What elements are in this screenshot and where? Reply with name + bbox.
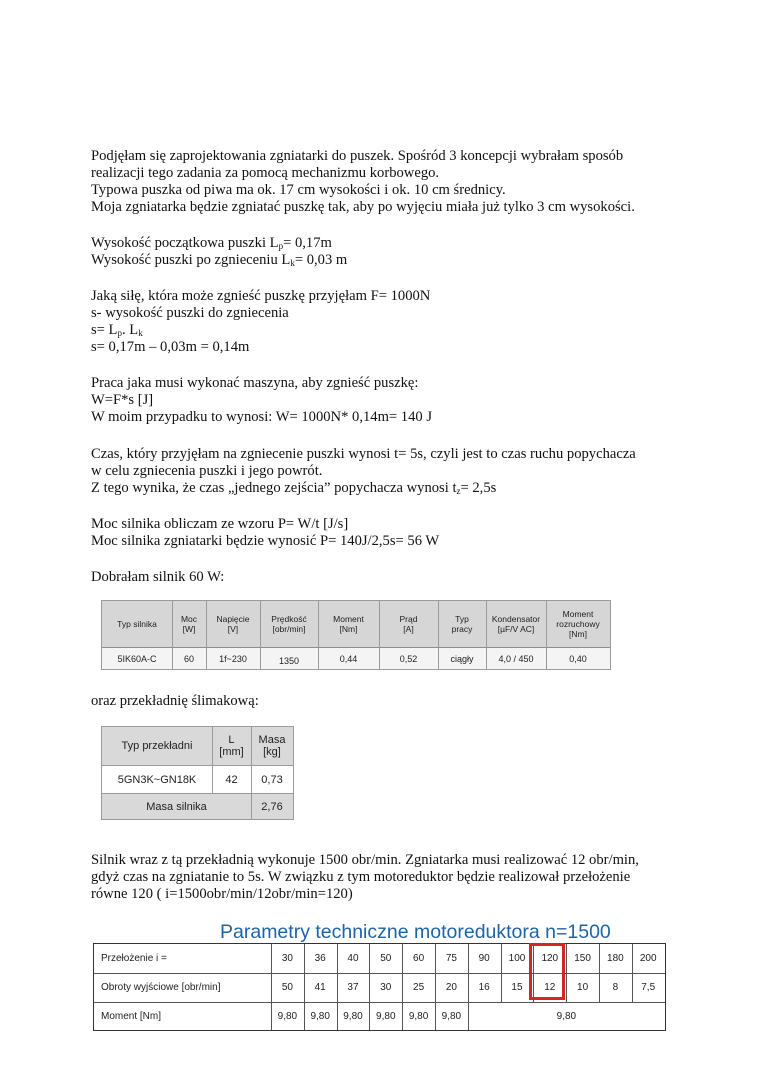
- ratio-cell: 90: [478, 953, 490, 964]
- output-speed-cell: 15: [511, 982, 523, 993]
- motor-header-duty: Typ pracy: [451, 614, 473, 634]
- stroke-result-line: s= 0,17m – 0,03m = 0,14m: [91, 339, 250, 355]
- output-speed-cell: 12: [544, 982, 556, 993]
- gear-header-length: L [mm]: [219, 734, 244, 758]
- motor-cell-starting-torque: 0,40: [569, 653, 587, 664]
- output-speed-cell: 25: [413, 982, 425, 993]
- ratio-cell: 50: [380, 953, 392, 964]
- torque-cell: 9,80: [343, 1010, 363, 1022]
- motor-header-starting-torque: Moment rozruchowy [Nm]: [556, 609, 600, 639]
- motor-header-capacitor: Kondensator [µF/V AC]: [491, 614, 541, 634]
- gear-header-mass: Masa [kg]: [258, 734, 286, 758]
- gear-table: [101, 726, 294, 820]
- torque-cell: 9,80: [376, 1010, 396, 1022]
- work-line-2: W=F*s [J]: [91, 392, 154, 408]
- work-line-3: W moim przypadku to wynosi: W= 1000N* 0,14m= 140 J: [91, 409, 433, 425]
- motor-cell-type: 5IK60A-C: [117, 653, 157, 664]
- ratio-cell: 120: [541, 953, 559, 964]
- power-line-2: Moc silnika zgniatarki będzie wynosić P= 140J/2,5s= 56 W: [91, 533, 440, 549]
- motor-cell-torque: 0,44: [339, 653, 358, 664]
- ratio-120-highlight: [529, 943, 565, 1000]
- motor-cell-capacitor: 4,0 / 450: [498, 653, 534, 664]
- motor-header-speed: Prędkość [obr/min]: [271, 614, 307, 634]
- gear-header-type: Typ przekładni: [121, 740, 193, 752]
- gear-cell-type: 5GN3K~GN18K: [117, 773, 197, 786]
- final-line-1: Silnik wraz z tą przekładnią wykonuje 1500 obr/min. Zgniatarka musi realizować 12 obr/min,: [91, 852, 639, 868]
- time-line-2: w celu zgniecenia puszki i jego powrót.: [91, 463, 323, 479]
- initial-height-line: Wysokość początkowa puszki $L_p= 0,17m$: [91, 235, 332, 251]
- motor-mass-label: Masa silnika: [146, 800, 207, 813]
- intro-line-1: Podjęłam się zaprojektowania zgniatarki do puszek. Spośród 3 koncepcji wybrałam sposób: [91, 148, 624, 164]
- gear-choice-line: oraz przekładnię ślimakową:: [91, 693, 259, 709]
- output-speed-cell: 41: [314, 982, 326, 993]
- motor-header-torque: Moment [Nm]: [333, 614, 364, 634]
- output-speed-cell: 37: [347, 982, 359, 993]
- output-speed-cell: 16: [478, 982, 490, 993]
- torque-cell: 9,80: [310, 1010, 330, 1022]
- ratio-cell: 100: [508, 953, 526, 964]
- output-speed-cell: 7,5: [641, 982, 656, 993]
- motor-header-current: Prąd [A]: [399, 614, 418, 634]
- ratio-cell: 30: [281, 953, 293, 964]
- torque-cell: 9,80: [408, 1010, 429, 1022]
- ratio-cell: 200: [639, 953, 657, 964]
- motor-choice-line: Dobrałam silnik 60 W:: [91, 569, 225, 585]
- output-speed-cell: 50: [281, 982, 293, 993]
- output-speed-cell: 8: [612, 982, 619, 993]
- ratio-cell: 150: [574, 953, 591, 964]
- output-speed-cell: 10: [577, 982, 589, 993]
- power-line-1: Moc silnika obliczam ze wzoru P= W/t [J/s]: [91, 516, 349, 532]
- force-line: Jaką siłę, która może zgnieść puszkę przyjęłam F= 1000N: [91, 288, 431, 304]
- params-table-title: Parametry techniczne motoreduktora n=1500: [220, 921, 611, 943]
- motor-header-voltage: Napięcie [V]: [216, 614, 250, 634]
- motor-cell-power: 60: [183, 653, 194, 664]
- ratio-cell: 36: [314, 953, 326, 964]
- ratio-cell: 180: [607, 953, 624, 964]
- crushed-height-line: Wysokość puszki po zgnieceniu $L_k= 0,03$ m: [91, 252, 348, 268]
- motor-cell-duty: ciągły: [450, 653, 474, 664]
- motor-mass-value: 2,76: [261, 800, 283, 813]
- time-line-3: Z tego wynika, że czas „jednego zejścia” popychacza wynosi $t_z= 2,5s$: [91, 480, 497, 496]
- final-line-3: równe 120 ( i=1500obr/min/12obr/min=120): [91, 886, 353, 902]
- motor-cell-current: 0,52: [399, 653, 418, 664]
- params-table: [93, 943, 666, 1031]
- stroke-definition-line: s- wysokość puszki do zgniecenia: [91, 305, 289, 321]
- output-speed-cell: 30: [380, 982, 392, 993]
- torque-cell: 9,80: [441, 1010, 462, 1022]
- gear-cell-length: 42: [225, 773, 238, 786]
- intro-line-3: Typowa puszka od piwa ma ok. 17 cm wysokości i ok. 10 cm średnicy.: [91, 182, 506, 198]
- time-line-1: Czas, który przyjęłam na zgniecenie puszki wynosi t= 5s, czyli jest to czas ruchu popychacza: [91, 446, 636, 462]
- final-line-2: gdyż czas na zgniatanie to 5s. W związku z tym motoreduktor będzie realizował przełożenie: [91, 869, 631, 885]
- motor-cell-voltage: 1f~230: [219, 653, 247, 664]
- work-line-1: Praca jaka musi wykonać maszyna, aby zgnieść puszkę:: [91, 375, 419, 391]
- output-speed-cell: 20: [445, 982, 457, 993]
- intro-line-2: realizacji tego zadania za pomocą mechanizmu korbowego.: [91, 165, 440, 181]
- ratio-cell: 40: [347, 953, 359, 964]
- intro-line-4: Moja zgniatarka będzie zgniatać puszkę tak, aby po wyjęciu miała już tylko 3 cm wysokości.: [91, 199, 635, 215]
- ratio-cell: 60: [413, 953, 425, 964]
- motor-table: [101, 600, 611, 670]
- torque-merged-cell: 9,80: [556, 1010, 577, 1022]
- ratio-cell: 75: [445, 953, 457, 964]
- output-speed-label: Obroty wyjściowe [obr/min]: [101, 982, 221, 993]
- gear-cell-mass: 0,73: [261, 773, 283, 786]
- torque-cell: 9,80: [277, 1010, 298, 1022]
- motor-header-type: Typ silnika: [117, 619, 157, 629]
- ratio-label: Przełożenie i =: [101, 953, 167, 964]
- motor-header-power: Moc [W]: [180, 614, 198, 634]
- stroke-formula-line: $s= L_p$. $L_k$: [91, 322, 143, 338]
- motor-cell-speed: 1350: [278, 655, 300, 666]
- torque-label: Moment [Nm]: [101, 1010, 162, 1022]
